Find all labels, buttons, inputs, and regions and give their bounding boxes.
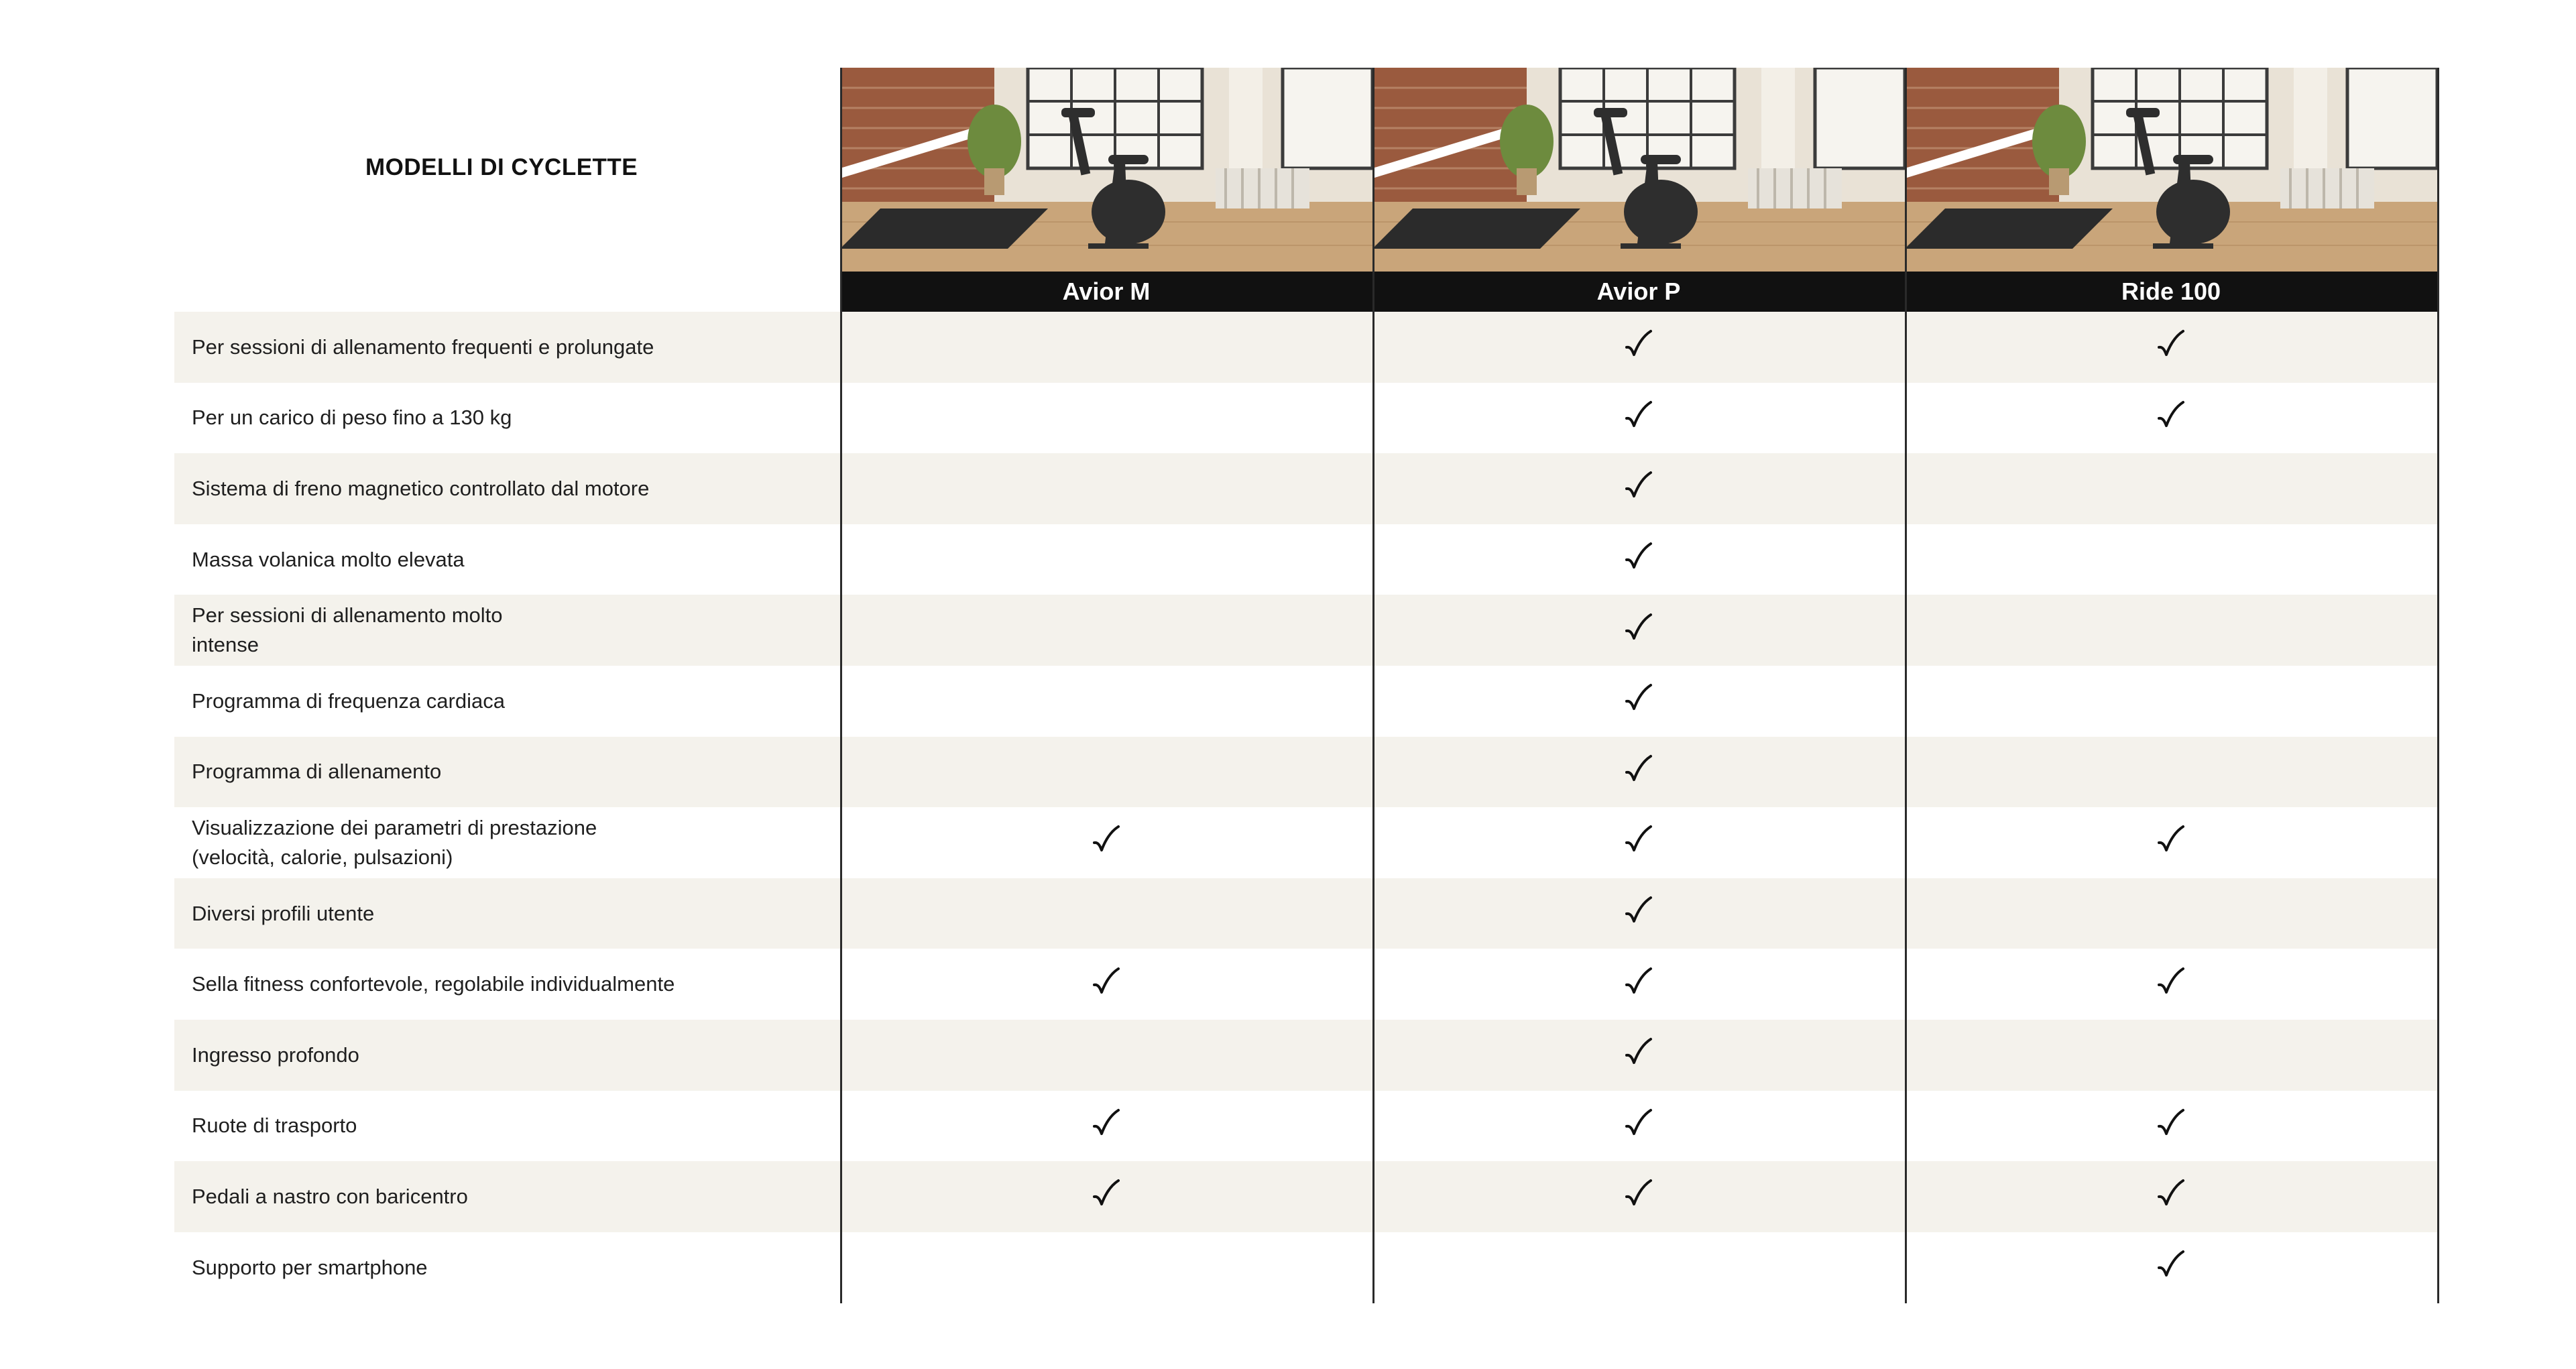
checkmark-icon [1625, 400, 1653, 436]
check-cell [1372, 453, 1905, 524]
check-cell [1905, 737, 2437, 808]
check-cell [840, 949, 1372, 1020]
bike-photo [1905, 68, 2437, 272]
check-cell [1372, 312, 1905, 383]
feature-label: Sistema di freno magnetico controllato dal motore [192, 476, 650, 500]
check-cell [1372, 666, 1905, 737]
model-name: Avior P [1372, 272, 1905, 312]
check-cell [840, 524, 1372, 595]
check-cell [840, 737, 1372, 808]
column-divider [2437, 68, 2439, 1303]
feature-label: Per sessioni di allenamento molto intense [192, 603, 503, 657]
table-row [174, 1020, 2438, 1091]
check-cell [1372, 1091, 1905, 1162]
table-row [174, 737, 2438, 808]
checkmark-icon [1625, 471, 1653, 506]
feature-label: Ruote di trasporto [192, 1114, 357, 1138]
checkmark-icon [1625, 1108, 1653, 1144]
check-cell [840, 1091, 1372, 1162]
table-row [174, 807, 2438, 878]
feature-label: Visualizzazione dei parametri di prestazione (velocità, calorie, pulsazioni) [192, 815, 597, 869]
model-column-ride-100 [1905, 68, 2437, 312]
checkmark-icon [2157, 400, 2185, 436]
feature-label: Massa volanica molto elevata [192, 547, 465, 571]
checkmark-icon [1625, 613, 1653, 648]
checkmark-icon [1625, 896, 1653, 931]
check-cell [1372, 595, 1905, 666]
check-cell [840, 595, 1372, 666]
bike-photo [840, 68, 1372, 272]
check-cell [1372, 1232, 1905, 1303]
checkmark-icon [1625, 754, 1653, 790]
check-cell [1905, 595, 2437, 666]
table-row [174, 949, 2438, 1020]
check-cell [1372, 1020, 1905, 1091]
table-row [174, 453, 2438, 524]
check-cell [1905, 1161, 2437, 1232]
feature-label: Programma di frequenza cardiaca [192, 689, 505, 713]
model-column-avior-p [1372, 68, 1905, 312]
feature-table [174, 312, 2438, 1303]
feature-label: Supporto per smartphone [192, 1255, 428, 1279]
checkmark-icon [1092, 825, 1120, 860]
table-row [174, 595, 2438, 666]
check-cell [840, 1232, 1372, 1303]
check-cell [1905, 878, 2437, 949]
checkmark-icon [1625, 329, 1653, 365]
feature-label: Ingresso profondo [192, 1043, 359, 1067]
checkmark-icon [1092, 1179, 1120, 1214]
checkmark-icon [1625, 967, 1653, 1002]
check-cell [1905, 666, 2437, 737]
column-divider [1372, 68, 1374, 1303]
table-row [174, 524, 2438, 595]
feature-label: Programma di allenamento [192, 760, 442, 784]
check-cell [840, 453, 1372, 524]
check-cell [1905, 524, 2437, 595]
checkmark-icon [1625, 542, 1653, 577]
table-row [174, 383, 2438, 454]
feature-label: Diversi profili utente [192, 901, 375, 925]
bike-photo [1372, 68, 1905, 272]
table-row [174, 666, 2438, 737]
checkmark-icon [1092, 967, 1120, 1002]
check-cell [840, 383, 1372, 454]
table-row [174, 1232, 2438, 1303]
table-title: MODELLI DI CYCLETTE [365, 154, 638, 180]
check-cell [1372, 524, 1905, 595]
checkmark-icon [1092, 1108, 1120, 1144]
checkmark-icon [1625, 1037, 1653, 1073]
check-cell [1905, 453, 2437, 524]
feature-label: Per un carico di peso fino a 130 kg [192, 406, 512, 430]
check-cell [1905, 1232, 2437, 1303]
feature-label: Per sessioni di allenamento frequenti e prolungate [192, 335, 654, 359]
checkmark-icon [1625, 1179, 1653, 1214]
check-cell [840, 1161, 1372, 1232]
check-cell [1905, 383, 2437, 454]
table-row [174, 312, 2438, 383]
check-cell [1372, 807, 1905, 878]
feature-label: Pedali a nastro con baricentro [192, 1184, 468, 1208]
check-cell [1905, 312, 2437, 383]
column-divider [840, 68, 842, 1303]
feature-label: Sella fitness confortevole, regolabile individualmente [192, 972, 675, 996]
checkmark-icon [2157, 1179, 2185, 1214]
model-name: Ride 100 [1905, 272, 2437, 312]
check-cell [840, 1020, 1372, 1091]
table-row [174, 1161, 2438, 1232]
model-headers [840, 68, 2437, 312]
column-divider [1905, 68, 1907, 1303]
check-cell [1905, 1020, 2437, 1091]
checkmark-icon [2157, 967, 2185, 1002]
check-cell [840, 312, 1372, 383]
checkmark-icon [2157, 1108, 2185, 1144]
check-cell [1905, 807, 2437, 878]
model-name: Avior M [840, 272, 1372, 312]
table-row [174, 878, 2438, 949]
check-cell [840, 878, 1372, 949]
check-cell [1372, 949, 1905, 1020]
check-cell [1372, 878, 1905, 949]
check-cell [1905, 949, 2437, 1020]
checkmark-icon [1625, 825, 1653, 860]
check-cell [1372, 1161, 1905, 1232]
checkmark-icon [2157, 825, 2185, 860]
checkmark-icon [2157, 329, 2185, 365]
model-column-avior-m [840, 68, 1372, 312]
checkmark-icon [2157, 1250, 2185, 1285]
table-row [174, 1091, 2438, 1162]
check-cell [1905, 1091, 2437, 1162]
check-cell [1372, 383, 1905, 454]
check-cell [840, 807, 1372, 878]
check-cell [1372, 737, 1905, 808]
checkmark-icon [1625, 683, 1653, 719]
check-cell [840, 666, 1372, 737]
